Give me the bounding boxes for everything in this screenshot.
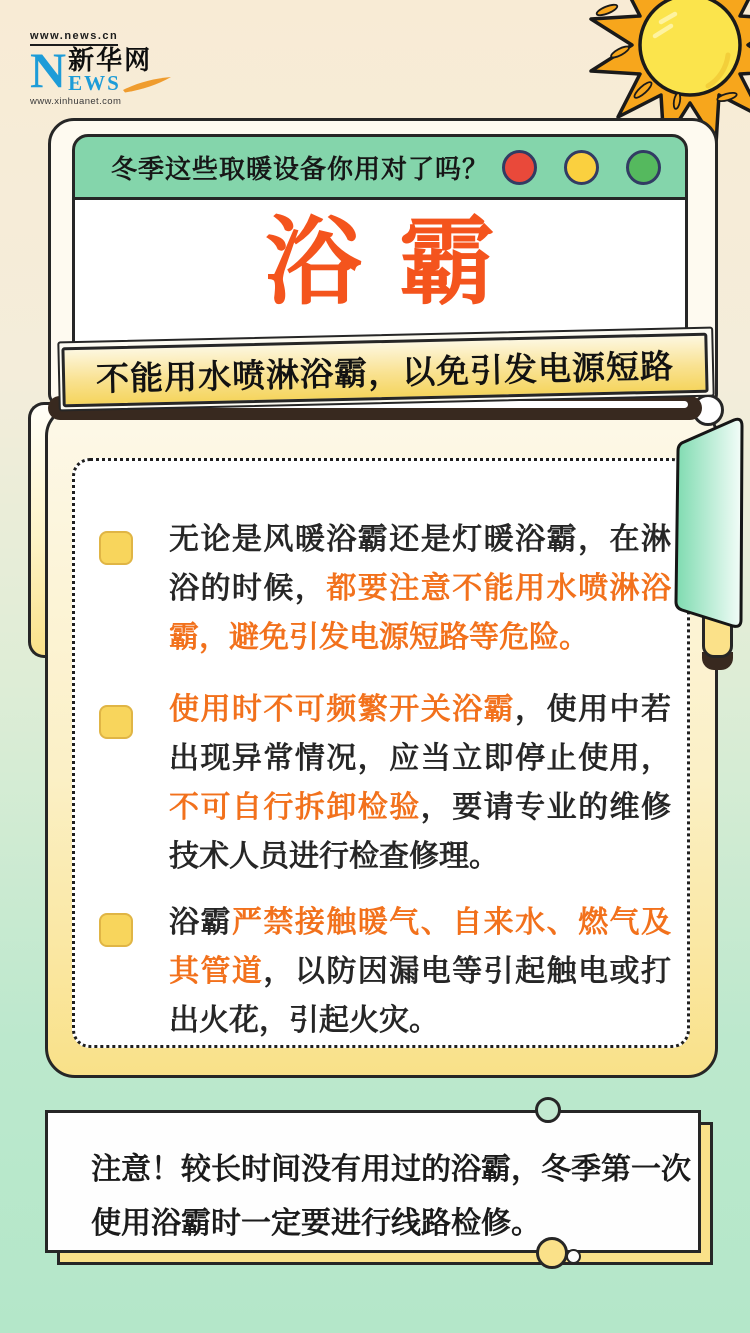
ticket-notch-top-icon <box>535 1097 561 1123</box>
bullet-square-icon <box>99 913 133 947</box>
tip-text <box>169 515 671 662</box>
window-titlebar <box>72 134 688 200</box>
tip-text <box>169 685 671 881</box>
traffic-light-red-icon[interactable] <box>502 150 537 185</box>
tip-text-segment-dark: ，要请专业的维修技术人员进行检查修理。 <box>169 791 672 873</box>
logo-chinese-name: 新华网 <box>68 45 153 75</box>
ticket-notch-bottom-icon <box>536 1237 568 1269</box>
tips-panel <box>72 458 690 1048</box>
xinhuanet-logo <box>30 26 180 107</box>
page-title: 浴霸 <box>265 209 533 316</box>
note-text: 注意！较长时间没有用过的浴霸，冬季第一次使用浴霸时一定要进行线路检修。 <box>91 1153 691 1240</box>
tip-text <box>169 898 671 1045</box>
logo-url-top: www.news.cn <box>30 30 118 46</box>
logo-letters-ews: EWS <box>68 71 121 95</box>
logo-letter-n: N <box>30 42 67 98</box>
warning-banner-text: 不能用水喷淋浴霸，以免引发电源短路 <box>95 346 675 398</box>
tip-text-segment-dark: 无论是风暖浴霸还是灯暖浴霸，在淋浴的时候， <box>169 523 671 605</box>
tip-text-segment-orange: 都要注意不能用水喷淋浴霸，避免引发电源短路等危险。 <box>169 572 672 654</box>
bullet-square-icon <box>99 705 133 739</box>
tip-text-segment-dark: ，以防因漏电等引起触电或打出火花，引起火灾。 <box>169 955 672 1037</box>
logo-swoosh-icon <box>121 76 173 94</box>
traffic-lights <box>502 137 661 197</box>
logo-url-bottom: www.xinhuanet.com <box>30 96 122 107</box>
tip-text-segment-orange: 使用时不可频繁开关浴霸 <box>169 693 516 726</box>
tip-text-segment-orange: 严禁接触暖气、自来水、燃气及其管道 <box>169 906 672 988</box>
tip-text-segment-dark: ，使用中若出现异常情况，应当立即停止使用， <box>169 693 672 775</box>
bullet-square-icon <box>99 531 133 565</box>
tip-text-segment-dark: 浴霸 <box>169 906 232 939</box>
window-title: 冬季这些取暖设备你用对了吗？ <box>111 153 490 184</box>
tip-text-segment-orange: 不可自行拆卸检验 <box>169 791 421 824</box>
traffic-light-yellow-icon[interactable] <box>564 150 599 185</box>
traffic-light-green-icon[interactable] <box>626 150 661 185</box>
logo-mark <box>30 42 180 98</box>
ticket-notch-bottom-small-icon <box>566 1249 581 1264</box>
note-ticket <box>45 1110 701 1253</box>
green-bookmark-flap <box>668 408 750 640</box>
